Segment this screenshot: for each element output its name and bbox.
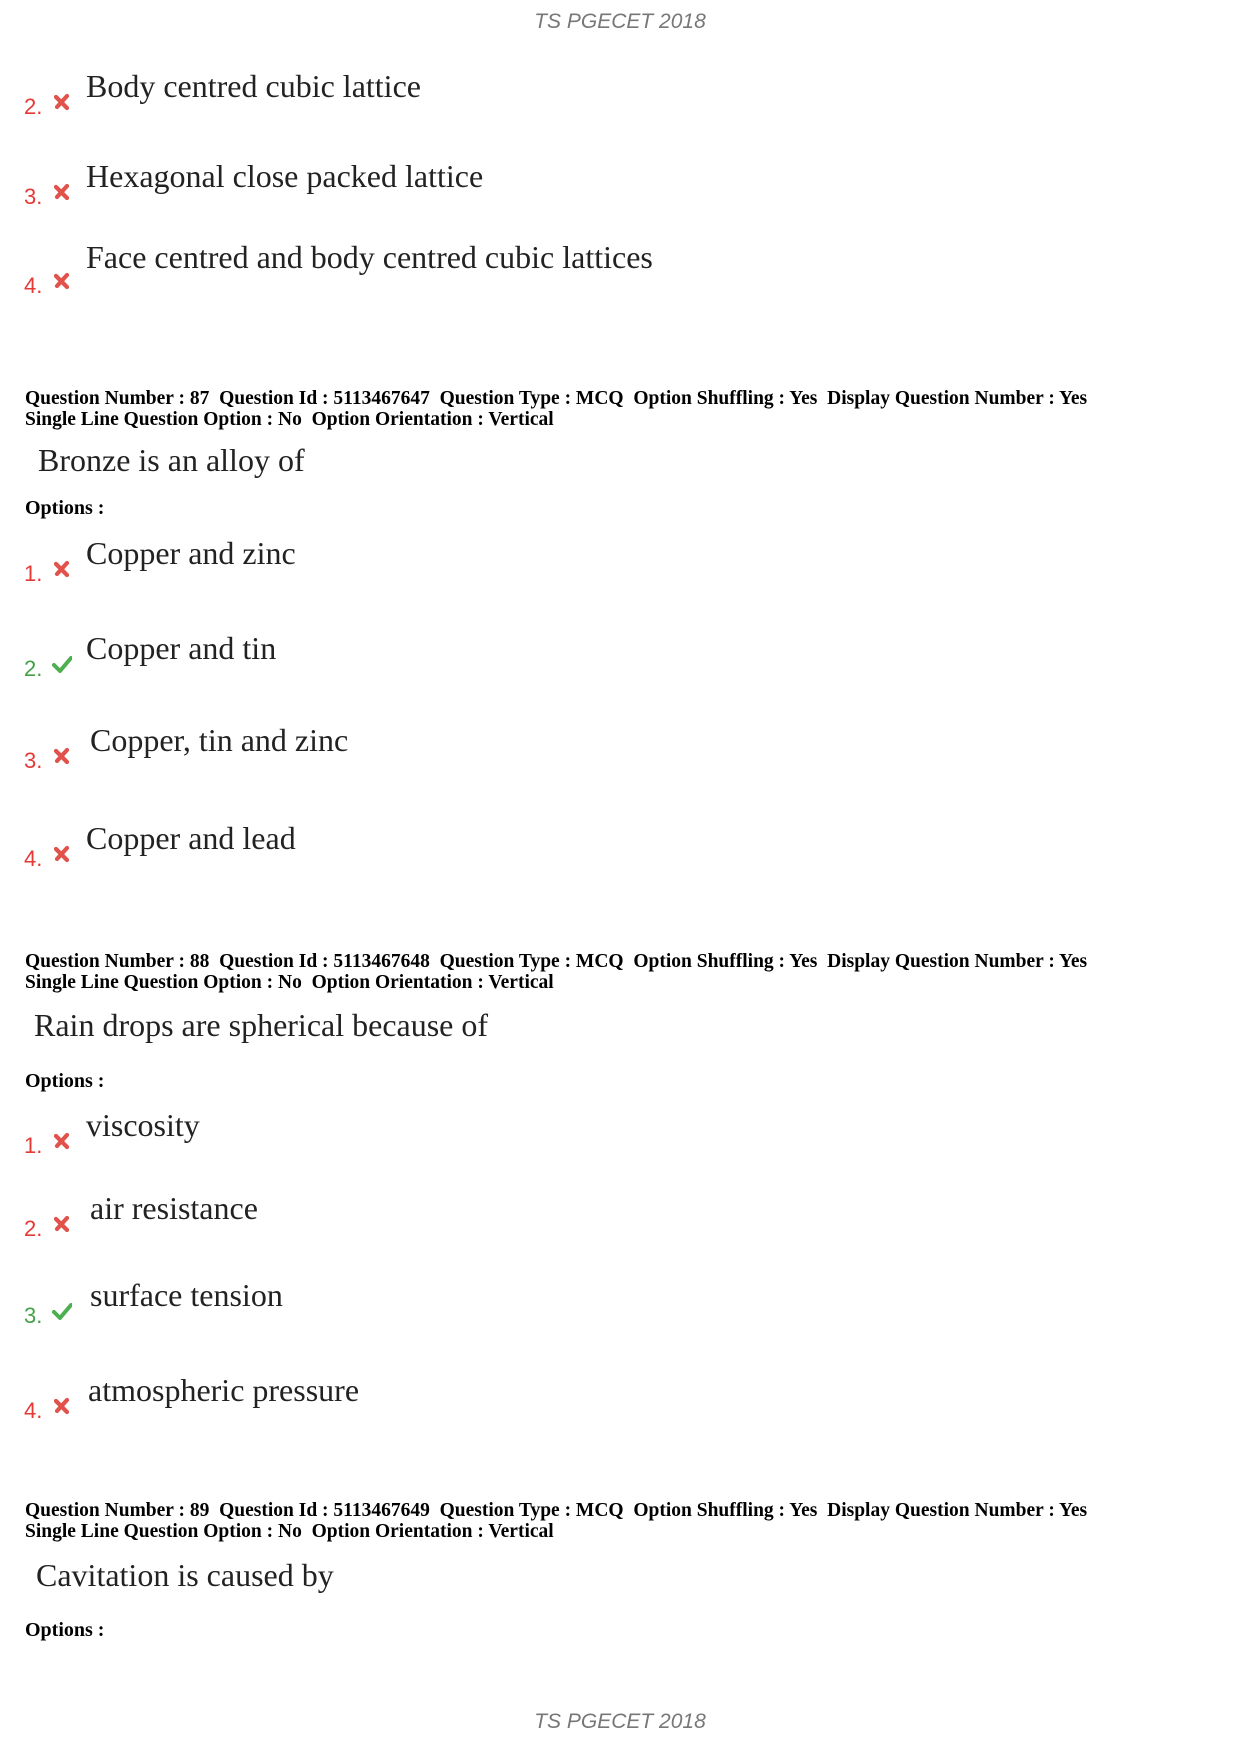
question-meta-line-1: Question Number : 88 Question Id : 5113467648 Question Type : MCQ Option Shuffling : Yes Display Question Number : Yes — [25, 951, 1088, 972]
option-item[interactable] — [24, 722, 924, 772]
option-item[interactable] — [24, 535, 924, 585]
option-item[interactable] — [24, 68, 924, 118]
wrong-cross-icon — [52, 182, 72, 202]
option-number: 4. — [24, 1398, 43, 1423]
option-number: 2. — [24, 94, 43, 119]
option-text: Body centred cubic lattice — [86, 68, 421, 104]
options-label: Options : — [25, 1619, 105, 1641]
page-footer: TS PGECET 2018 — [534, 1710, 706, 1733]
option-item[interactable] — [24, 1277, 924, 1327]
option-text: Copper, tin and zinc — [90, 722, 349, 758]
options-label: Options : — [25, 497, 105, 519]
option-number: 4. — [24, 846, 43, 871]
question-meta — [25, 951, 1225, 993]
option-text: Copper and lead — [86, 820, 296, 856]
option-number: 3. — [24, 748, 43, 773]
question-meta — [25, 388, 1225, 430]
option-item[interactable] — [24, 239, 924, 298]
question-meta-line-2: Single Line Question Option : No Option Orientation : Vertical — [25, 972, 554, 993]
correct-check-icon — [52, 654, 72, 674]
option-number: 3. — [24, 184, 43, 209]
option-item[interactable] — [24, 630, 924, 680]
question-meta-line-1: Question Number : 89 Question Id : 5113467649 Question Type : MCQ Option Shuffling : Yes Display Question Number : Yes — [25, 1500, 1088, 1521]
option-item[interactable] — [24, 1190, 924, 1240]
page-header: TS PGECET 2018 — [534, 10, 706, 33]
question-meta-line-1: Question Number : 87 Question Id : 5113467647 Question Type : MCQ Option Shuffling : Yes Display Question Number : Yes — [25, 388, 1088, 409]
option-text: Copper and zinc — [86, 535, 296, 571]
option-text: atmospheric pressure — [88, 1372, 360, 1408]
option-text: Face centred and body centred cubic lattices — [86, 239, 653, 275]
option-item[interactable] — [24, 820, 924, 870]
option-number: 3. — [24, 1303, 43, 1328]
question-meta-line-2: Single Line Question Option : No Option Orientation : Vertical — [25, 409, 554, 430]
option-text: Hexagonal close packed lattice — [86, 158, 484, 194]
wrong-cross-icon — [52, 559, 72, 579]
option-item[interactable] — [24, 1107, 924, 1157]
question-meta-line-2: Single Line Question Option : No Option Orientation : Vertical — [25, 1521, 554, 1542]
option-number: 2. — [24, 1216, 43, 1241]
wrong-cross-icon — [52, 271, 72, 291]
option-number: 1. — [24, 561, 43, 586]
option-number: 1. — [24, 1133, 43, 1158]
option-number: 4. — [24, 273, 43, 298]
wrong-cross-icon — [52, 92, 72, 112]
question-meta — [25, 1500, 1225, 1542]
option-text: viscosity — [86, 1107, 200, 1143]
wrong-cross-icon — [52, 844, 72, 864]
option-item[interactable] — [24, 1372, 924, 1422]
options-label: Options : — [25, 1070, 105, 1092]
option-text: Copper and tin — [86, 630, 277, 666]
option-text: surface tension — [90, 1277, 283, 1313]
wrong-cross-icon — [52, 746, 72, 766]
wrong-cross-icon — [52, 1131, 72, 1151]
question-text: Cavitation is caused by — [36, 1557, 334, 1593]
question-text: Rain drops are spherical because of — [34, 1007, 489, 1043]
question-text: Bronze is an alloy of — [38, 442, 305, 478]
wrong-cross-icon — [52, 1214, 72, 1234]
correct-check-icon — [52, 1301, 72, 1321]
option-text: air resistance — [90, 1190, 258, 1226]
wrong-cross-icon — [52, 1396, 72, 1416]
option-number: 2. — [24, 656, 43, 681]
option-item[interactable] — [24, 158, 924, 208]
